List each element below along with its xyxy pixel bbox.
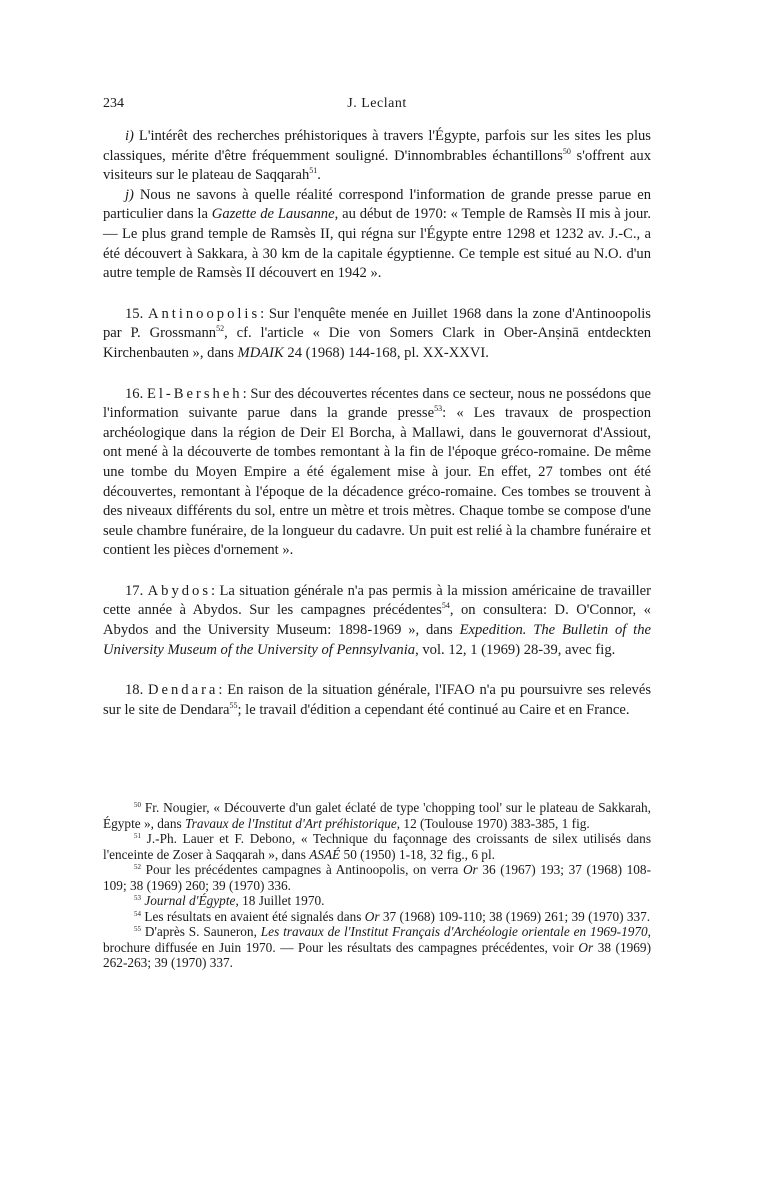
- citation-title: Les travaux de l'Institut Français d'Archéologie orientale en 1969-1970: [260, 924, 648, 939]
- footnote-number: 51: [134, 832, 141, 840]
- section-15: [103, 305, 651, 364]
- footnotes: [103, 800, 651, 971]
- section-place: El-Bersheh: [146, 385, 243, 402]
- item-label: j): [125, 186, 134, 203]
- footnote-text: Les résultats en avaient été signalés dans: [141, 908, 365, 924]
- footnote-text: 37 (1968) 109-110; 38 (1969) 261; 39 (1970) 337.: [379, 908, 651, 924]
- paragraph-text: , au début de 1970: « Temple de Ramsès II mis à jour. — Le plus grand temple de Ramsès II, qui régna sur l'Égypte entre 1298 et 1232 av. J.-C., a été découvert à Sakkara, à 30 km de la capitale égyptienne. Ce temple est situé au N.O. d'un autre temple de Ramsès II découvert en 1942 ».: [103, 206, 651, 282]
- footnote-text: J.-Ph. Lauer et F. Debono, « Technique du façonnage des croissants de silex utilisés dans l'enceinte de Zoser à Saqqarah », dans: [103, 831, 651, 862]
- footnote-55: [103, 924, 651, 971]
- footnote-ref[interactable]: 52: [216, 324, 225, 334]
- paragraph-text: : Sur des découvertes récentes dans ce secteur, nous ne possédons que l'information suivante parue dans la grande presse: [103, 385, 651, 422]
- page-header: [103, 96, 651, 116]
- paragraph-text: : La situation générale n'a pas permis à la mission américaine de travailler cette année à Abydos. Sur les campagnes précédentes: [103, 582, 651, 619]
- footnote-text: , brochure diffusée en Juin 1970. — Pour les résultats des campagnes précédentes, voir: [103, 924, 651, 955]
- section-16: [103, 385, 651, 561]
- paragraph-text: , on consultera: D. O'Connor, « Abydos and the University Museum: 1898-1969 », dans: [103, 602, 651, 639]
- section-18: [103, 681, 651, 720]
- footnote-ref[interactable]: 54: [441, 601, 450, 611]
- citation-title: Or: [462, 862, 478, 877]
- paragraph-text: : En raison de la situation générale, l'IFAO n'a pu poursuivre ses relevés sur le site de Dendara: [103, 682, 651, 718]
- footnote-text: Fr. Nougier, « Découverte d'un galet éclaté de type 'chopping tool' sur le plateau de Sakkarah, Égypte », dans: [103, 800, 651, 831]
- citation-title: Or: [364, 908, 380, 924]
- section-number: 15.: [125, 305, 144, 322]
- footnote-50: [103, 800, 651, 831]
- footnote-text: , 18 Juillet 1970.: [235, 893, 325, 908]
- paragraph-text: : Sur l'enquête menée en Juillet 1968 dans la zone d'Antinoopolis par P. Grossmann: [103, 305, 651, 342]
- footnote-number: 53: [134, 894, 141, 902]
- footnote-text: 50 (1950) 1-18, 32 fig., 6 pl.: [340, 846, 495, 862]
- footnote-53: [103, 893, 651, 909]
- footnote-54: [103, 909, 651, 925]
- page-number: 234: [103, 96, 124, 111]
- paragraph-text: .: [317, 167, 321, 184]
- footnote-number: 55: [134, 925, 141, 933]
- footnote-ref[interactable]: 51: [309, 166, 318, 176]
- paragraph-text: L'intérêt des recherches préhistoriques à travers l'Égypte, parfois sur les sites les plus classiques, mérite d'être fréquemment souligné. D'innombrables échantillons: [103, 128, 651, 164]
- paragraph-text: s'offrent aux visiteurs sur le plateau de Saqqarah: [103, 147, 651, 184]
- section-number: 16.: [125, 385, 144, 402]
- item-label: i): [125, 128, 134, 144]
- section-place: Dendara: [147, 682, 219, 699]
- footnote-text: 38 (1969) 262-263; 39 (1970) 337.: [103, 939, 651, 970]
- footnote-text: D'après S. Sauneron,: [141, 924, 261, 939]
- paragraph-text: Nous ne savons à quelle réalité correspond l'information de grande presse parue en particulier dans la: [103, 186, 651, 223]
- section-17: [103, 582, 651, 660]
- citation-title: Or: [578, 939, 594, 955]
- section-number: 18.: [125, 682, 144, 699]
- footnote-text: Pour les précédentes campagnes à Antinoopolis, on verra: [141, 862, 463, 877]
- section-place: Antinoopolis: [147, 305, 261, 322]
- running-head: J. Leclant: [347, 96, 407, 111]
- journal-title: MDAIK: [237, 344, 284, 361]
- footnote-number: 52: [134, 863, 141, 871]
- citation-title: Travaux de l'Institut d'Art préhistorique: [184, 815, 397, 831]
- paragraph-j: [103, 186, 651, 284]
- citation-title: ASAÉ: [309, 846, 341, 862]
- footnote-number: 50: [134, 801, 141, 809]
- paragraph-text: 24 (1968) 144-168, pl. XX-XXVI.: [283, 344, 489, 361]
- journal-title: Expedition. The Bulletin of the University Museum of the University of Pennsylvania: [103, 622, 651, 658]
- paragraph-text: ; le travail d'édition a cependant été continué au Caire et en France.: [237, 701, 630, 718]
- footnote-ref[interactable]: 53: [434, 404, 443, 414]
- section-number: 17.: [125, 582, 144, 599]
- footnote-text: , 12 (Toulouse 1970) 383-385, 1 fig.: [396, 815, 590, 831]
- main-text: [103, 127, 651, 720]
- footnote-number: 54: [134, 909, 141, 918]
- paragraph-text: , cf. l'article « Die von Somers Clark in Ober-Anṣinā entdeckten Kirchenbauten », dans: [103, 325, 651, 361]
- paragraph-i: [103, 127, 651, 186]
- paragraph-text: : « Les travaux de prospection archéologique dans la région de Deir El Borcha, à Mallawi, dans le gouvernorat d'Assiout, ont mené à la découverte de tombes remontant à la fin de l'époque gréco-romaine. De même une tombe du Moyen Empire a été également mise à jour. En effet, 27 tombes ont été découvertes, remontant à l'époque de la décadence gréco-romaine. Ces tombes se trouvent à des niveaux différents du sol, entre un mètre et trois mètres. Chaque tombe se compose d'une seule chambre funéraire, de la longueur du cadavre. Un puit est relié à la chambre funéraire et contient les pièces d'ornement ».: [103, 405, 651, 559]
- section-place: Abydos: [147, 582, 212, 599]
- footnote-ref[interactable]: 50: [562, 146, 571, 156]
- paragraph-text: , vol. 12, 1 (1969) 28-39, avec fig.: [415, 641, 616, 658]
- footnote-52: [103, 862, 651, 893]
- citation-title: Journal d'Égypte: [144, 893, 236, 908]
- footnote-text: 36 (1967) 193; 37 (1968) 108-109; 38 (1969) 260; 39 (1970) 336.: [103, 862, 652, 893]
- journal-title: Gazette de Lausanne: [211, 206, 335, 223]
- footnote-51: [103, 831, 651, 862]
- footnote-ref[interactable]: 55: [229, 700, 238, 710]
